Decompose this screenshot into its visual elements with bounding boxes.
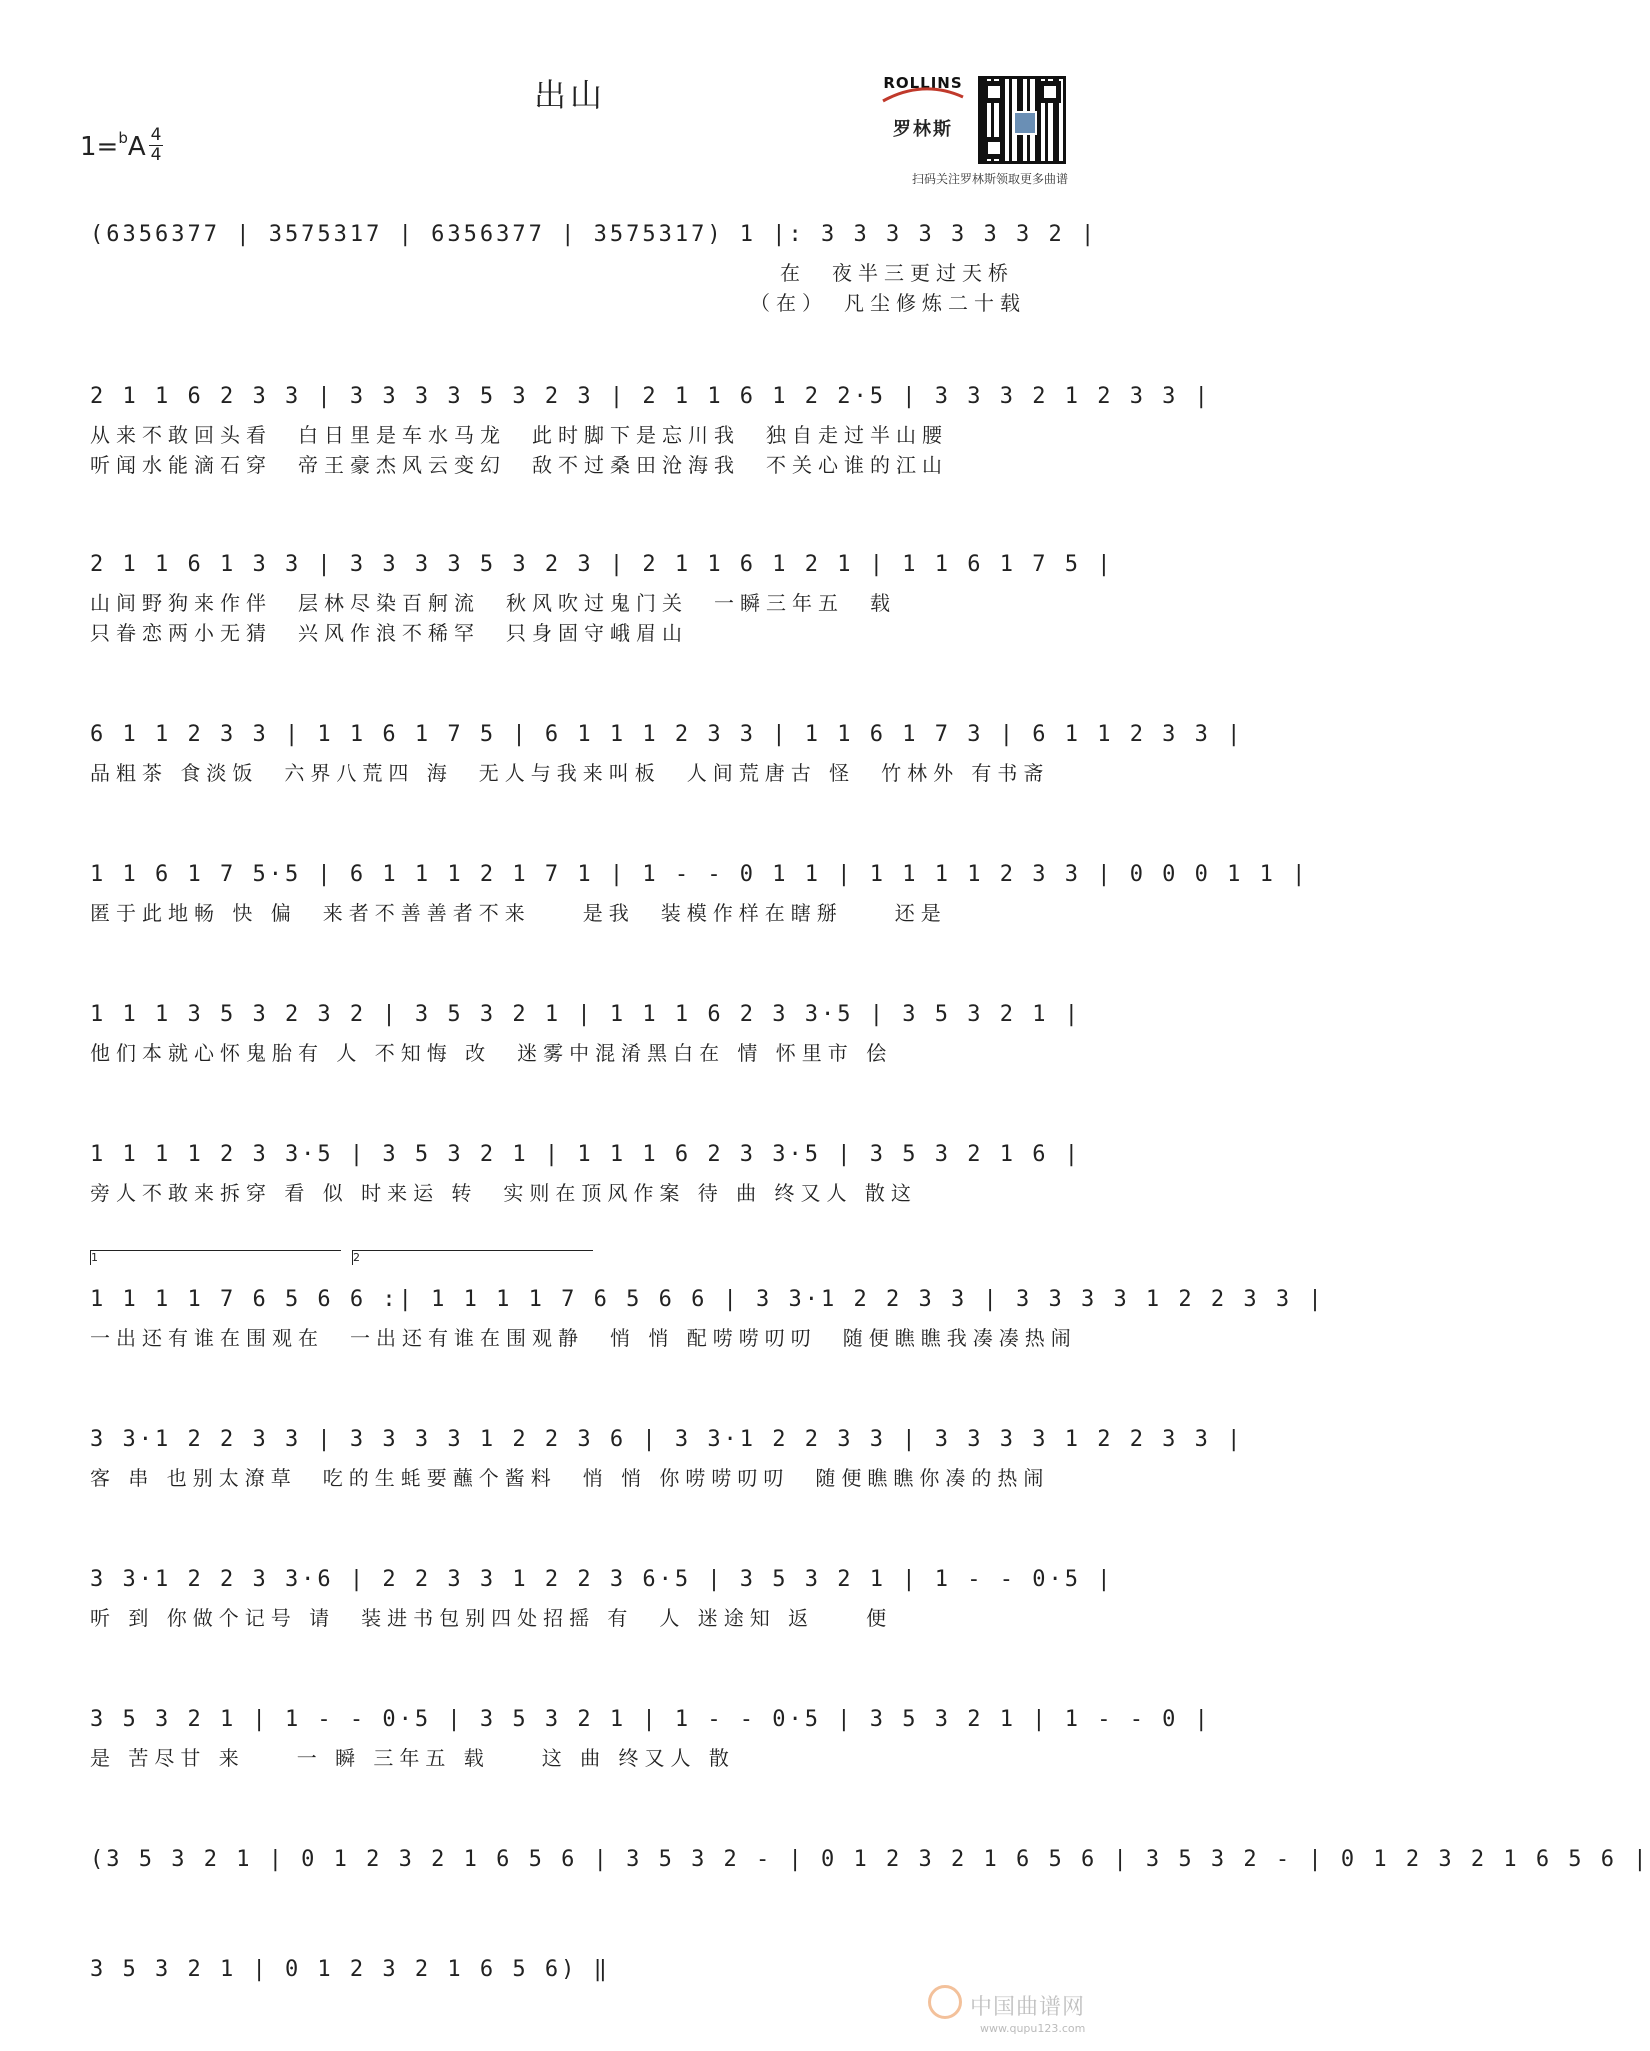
volta-2: 2 bbox=[352, 1250, 593, 1265]
notes-line: 2 1 1 6 1 3 3 | 3 3 3 3 5 3 2 3 | 2 1 1 6 1 2 1 | 1 1 6 1 7 5 | bbox=[90, 552, 1114, 577]
lyric-line: 一出还有谁在围观在 一出还有谁在围观静 悄 悄 配唠唠叨叨 随便瞧瞧我凑凑热闹 bbox=[90, 1326, 1077, 1350]
lyric-line: 在 夜半三更过天桥 bbox=[780, 261, 1014, 285]
lyric-line: 只眷恋两小无猜 兴风作浪不稀罕 只身固守峨眉山 bbox=[90, 621, 688, 645]
song-title: 出山 bbox=[533, 76, 606, 114]
watermark-site: 中国曲谱网 bbox=[970, 1995, 1086, 2020]
notes-line: 1 1 1 1 7 6 5 6 6 :| 1 1 1 1 7 6 5 6 6 | 3 3·1 2 2 3 3 | 3 3 3 3 1 2 2 3 3 | bbox=[90, 1287, 1325, 1312]
lyric-line: 匿于此地畅 快 偏 来者不善善者不来 是我 装模作样在瞎掰 还是 bbox=[90, 901, 947, 925]
watermark-url: www.qupu123.com bbox=[980, 2022, 1086, 2035]
watermark-logo-icon bbox=[928, 1985, 962, 2019]
time-signature: 4 4 bbox=[150, 125, 162, 165]
notes-line: 2 1 1 6 2 3 3 | 3 3 3 3 5 3 2 3 | 2 1 1 6 1 2 2·5 | 3 3 3 2 1 2 3 3 | bbox=[90, 384, 1211, 409]
notes-line: 3 5 3 2 1 | 1 - - 0·5 | 3 5 3 2 1 | 1 - - 0·5 | 3 5 3 2 1 | 1 - - 0 | bbox=[90, 1707, 1211, 1732]
notes-line: 1 1 1 1 2 3 3·5 | 3 5 3 2 1 | 1 1 1 6 2 3 3·5 | 3 5 3 2 1 6 | bbox=[90, 1142, 1081, 1167]
lyric-line: 是 苦尽甘 来 一 瞬 三年五 载 这 曲 终又人 散 bbox=[90, 1746, 735, 1770]
notes-line: 6 1 1 2 3 3 | 1 1 6 1 7 5 | 6 1 1 1 2 3 3 | 1 1 6 1 7 3 | 6 1 1 2 3 3 | bbox=[90, 722, 1244, 747]
notes-line: 3 3·1 2 2 3 3 | 3 3 3 3 1 2 2 3 6 | 3 3·1 2 2 3 3 | 3 3 3 3 1 2 2 3 3 | bbox=[90, 1427, 1244, 1452]
lyric-line: 旁人不敢来拆穿 看 似 时来运 转 实则在顶风作案 待 曲 终又人 散这 bbox=[90, 1181, 917, 1205]
lyric-line: 品粗茶 食淡饭 六界八荒四 海 无人与我来叫板 人间荒唐古 怪 竹林外 有书斋 bbox=[90, 761, 1050, 785]
lyric-line: 他们本就心怀鬼胎有 人 不知悔 改 迷雾中混淆黑白在 情 怀里市 侩 bbox=[90, 1041, 893, 1065]
brand-swoosh-icon bbox=[878, 85, 968, 107]
brand-logo bbox=[868, 74, 978, 141]
notes-line: 3 3·1 2 2 3 3·6 | 2 2 3 3 1 2 2 3 6·5 | 3 5 3 2 1 | 1 - - 0·5 | bbox=[90, 1567, 1114, 1592]
brand-logo-text: ROLLINS bbox=[883, 74, 963, 92]
qr-code-icon bbox=[978, 76, 1066, 164]
notes-line: 1 1 1 3 5 3 2 3 2 | 3 5 3 2 1 | 1 1 1 6 2 3 3·5 | 3 5 3 2 1 | bbox=[90, 1002, 1081, 1027]
flat-sign: b bbox=[118, 129, 128, 147]
volta-1: 1 bbox=[90, 1250, 341, 1265]
brand-name: 罗林斯 bbox=[893, 119, 953, 140]
lyric-line: 客 串 也别太潦草 吃的生蚝要蘸个酱料 悄 悄 你唠唠叨叨 随便瞧瞧你凑的热闹 bbox=[90, 1466, 1050, 1490]
notes-line: (6356377 | 3575317 | 6356377 | 3575317) 1 |: 3 3 3 3 3 3 3 2 | bbox=[90, 222, 1098, 247]
lyric-line: 听 到 你做个记号 请 装进书包别四处招摇 有 人 迷途知 返 便 bbox=[90, 1606, 893, 1630]
notes-line: 1 1 6 1 7 5·5 | 6 1 1 1 2 1 7 1 | 1 - - 0 1 1 | 1 1 1 1 2 3 3 | 0 0 0 1 1 | bbox=[90, 862, 1309, 887]
lyric-line: 听闻水能滴石穿 帝王豪杰风云变幻 敌不过桑田沧海我 不关心谁的江山 bbox=[90, 453, 948, 477]
lyric-line: 从来不敢回头看 白日里是车水马龙 此时脚下是忘川我 独自走过半山腰 bbox=[90, 423, 948, 447]
key-signature: 1=$^b$A bbox=[80, 129, 146, 162]
notes-line: 3 5 3 2 1 | 0 1 2 3 2 1 6 5 6) ‖ bbox=[90, 1957, 610, 1982]
lyric-line: （在） 凡尘修炼二十载 bbox=[750, 291, 1026, 315]
lyric-line: 山间野狗来作伴 层林尽染百舸流 秋风吹过鬼门关 一瞬三年五 载 bbox=[90, 591, 896, 615]
notes-line: (3 5 3 2 1 | 0 1 2 3 2 1 6 5 6 | 3 5 3 2 - | 0 1 2 3 2 1 6 5 6 | 3 5 3 2 - | 0 1 2 3 2 1 6 5 6 | bbox=[90, 1847, 1650, 1872]
scan-note: 扫码关注罗林斯领取更多曲谱 bbox=[911, 172, 1068, 186]
